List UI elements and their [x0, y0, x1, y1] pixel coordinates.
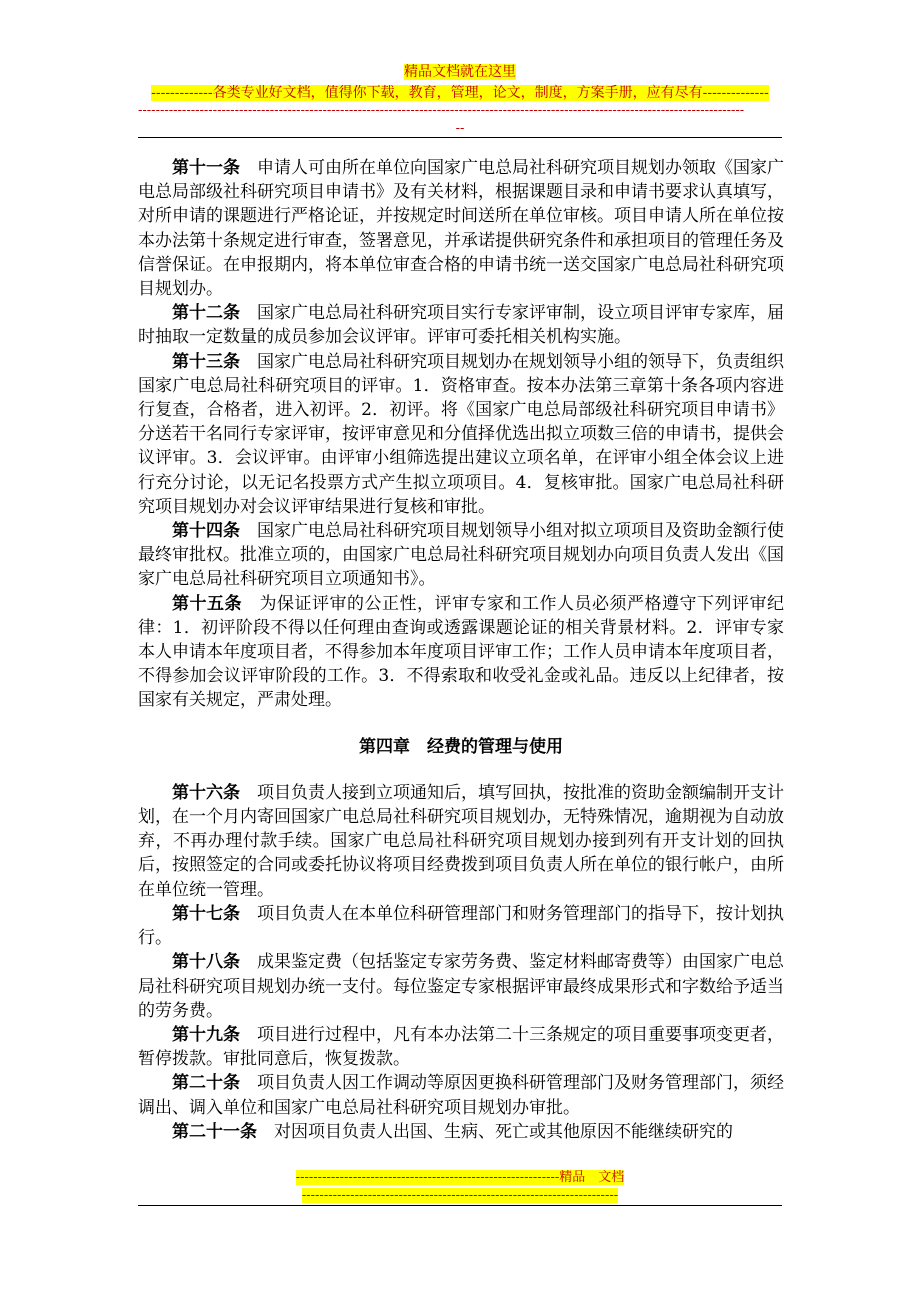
article-18 — [138, 950, 784, 1023]
article-text: 项目负责人因工作调动等原因更换科研管理部门及财务管理部门，须经调出、调入单位和国家广电总局社科研究项目规划办审批。 — [138, 1073, 784, 1118]
article-20 — [138, 1071, 784, 1119]
article-15 — [138, 592, 784, 713]
article-text: 国家广电总局社科研究项目实行专家评审制，设立项目评审专家库，届时抽取一定数量的成员参加会议评审。评审可委托相关机构实施。 — [138, 303, 784, 348]
article-number: 第二十一条 — [172, 1121, 257, 1142]
article-text: 成果鉴定费（包括鉴定专家劳务费、鉴定材料邮寄费等）由国家广电总局社科研究项目规划办统一支付。每位鉴定专家根据评审最终成果形式和字数给予适当的劳务费。 — [138, 952, 784, 1021]
footer-dashes: ------------------------------------------------------------------------ — [301, 1188, 619, 1203]
article-14 — [138, 519, 784, 592]
article-number: 第二十条 — [172, 1073, 240, 1094]
footer-line-1 — [0, 1170, 920, 1186]
article-13 — [138, 350, 784, 519]
article-text: 国家广电总局社科研究项目规划办在规划领导小组的领导下，负责组织国家广电总局社科研究项目的评审。1．资格审查。按本办法第三章第十条各项内容进行复查，合格者，进入初评。2．初评。将《国家广电总局部级社科研究项目申请书》分送若干名同行专家评审，按评审意见和分值择优选出拟立项数三倍的申请书，提供会议评审。3．会议评审。由评审小组筛选提出建议立项名单，在评审小组全体会议上进行充分讨论，以无记名投票方式产生拟立项项目。4．复核审批。国家广电总局社科研究项目规划办对会议评审结果进行复核和审批。 — [138, 351, 784, 517]
article-number: 第十九条 — [172, 1024, 240, 1045]
document-body — [138, 156, 784, 1144]
article-21 — [138, 1120, 784, 1144]
article-number: 第十一条 — [172, 158, 240, 178]
footer-text: ------------------------------------------------------------精品 文档 — [295, 1170, 625, 1185]
article-text: 申请人可由所在单位向国家广电总局社科研究项目规划办领取《国家广电总局部级社科研究项目申请书》及有关材料，根据课题目录和申请书要求认真填写，对所申请的课题进行严格论证，并按规定时间送所在单位审核。项目申请人所在单位按本办法第十条规定进行审查，签署意见，并承诺提供研究条件和承担项目的管理任务及信誉保证。在申报期内，将本单位审查合格的申请书统一送交国家广电总局社科研究项目规划办。 — [138, 158, 784, 300]
article-text: 项目负责人接到立项通知后，填写回执，按批准的资助金额编制开支计划，在一个月内寄回国家广电总局社科研究项目规划办，无特殊情况，逾期视为自动放弃，不再办理付款手续。国家广电总局社科研究项目规划办接到列有开支计划的回执后，按照签定的合同或委托协议将项目经费拨到项目负责人所在单位的银行帐户，由所在单位统一管理。 — [138, 782, 784, 900]
article-text: 对因项目负责人出国、生病、死亡或其他原因不能继续研究的 — [274, 1121, 733, 1142]
article-17 — [138, 902, 784, 950]
header-rule — [138, 137, 782, 138]
article-text: 项目负责人在本单位科研管理部门和财务管理部门的指导下，按计划执行。 — [138, 903, 784, 949]
article-number: 第十六条 — [172, 782, 240, 803]
article-text: 国家广电总局社科研究项目规划领导小组对拟立项项目及资助金额行使最终审批权。批准立项的，由国家广电总局社科研究项目规划办向项目负责人发出《国家广电总局社科研究项目立项通知书》。 — [138, 521, 784, 590]
chapter-title: 第四章 经费的管理与使用 — [359, 736, 563, 757]
article-number: 第十八条 — [172, 952, 240, 973]
header-ad-text: -------------各类专业好文档，值得你下载，教育，管理，论文，制度，方案手册，应有尽有-------------- — [151, 85, 769, 101]
header-dash-line: ------------------------------------------------------------------------------------------------------------------------------------------ — [138, 103, 745, 118]
header-title: 精品文档就在这里 — [404, 64, 516, 80]
article-12 — [138, 301, 784, 349]
article-11 — [138, 156, 784, 301]
article-16 — [138, 781, 784, 902]
article-number: 第十二条 — [172, 303, 240, 324]
article-text: 为保证评审的公正性，评审专家和工作人员必须严格遵守下列评审纪律：1．初评阶段不得以任何理由查询或透露课题论证的相关背景材料。2．评审专家本人申请本年度项目者，不得参加本年度项目评审工作；工作人员申请本年度项目者，不得参加会议评审阶段的工作。3．不得索取和收受礼金或礼品。违反以上纪律者，按国家有关规定，严肃处理。 — [138, 593, 784, 711]
header-banner — [0, 63, 920, 81]
article-number: 第十三条 — [172, 351, 240, 372]
article-number: 第十五条 — [172, 593, 242, 614]
article-number: 第十七条 — [172, 903, 240, 924]
article-number: 第十四条 — [172, 521, 240, 542]
article-19 — [138, 1023, 784, 1071]
article-text: 项目进行过程中，凡有本办法第二十三条规定的项目重要事项变更者，暂停拨款。审批同意后，恢复拨款。 — [138, 1024, 784, 1070]
footer-rule — [138, 1205, 782, 1206]
header-ad — [0, 84, 920, 102]
header-dash-tail: -- — [455, 121, 465, 136]
footer-line-2 — [0, 1188, 920, 1204]
